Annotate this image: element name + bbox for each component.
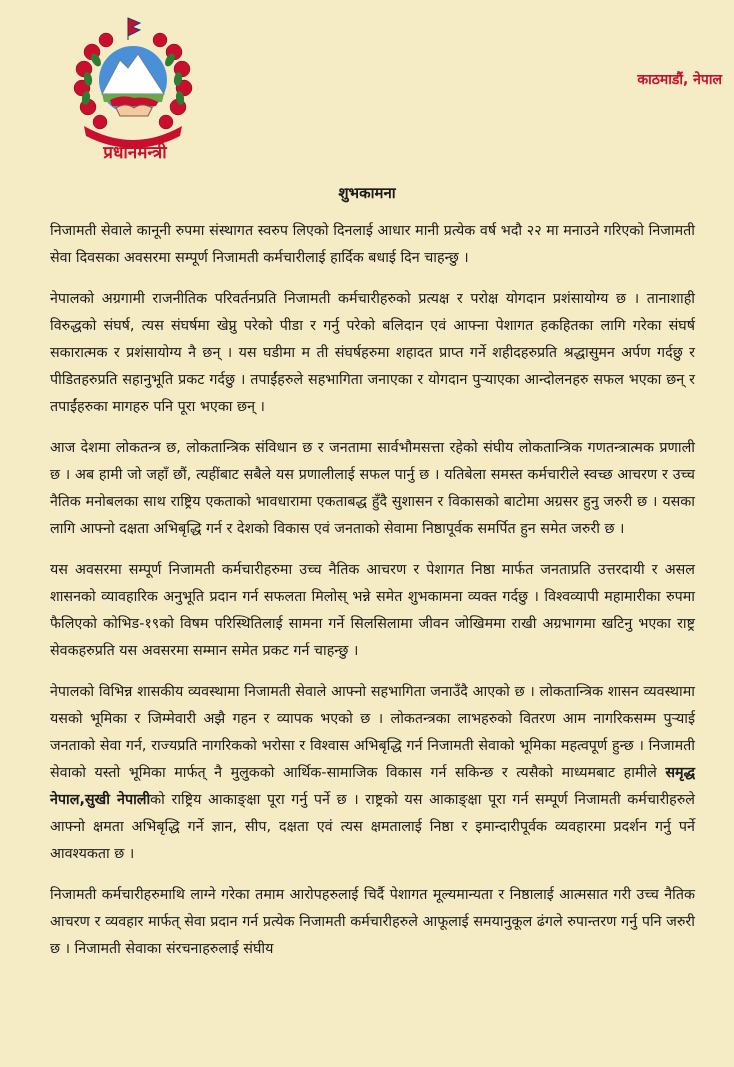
paragraph-5-text-before: नेपालको विभिन्न शासकीय व्यवस्थामा निजामती सेवाले आफ्नो सहभागिता जनाउँदै आएको छ । लोकतान्त्रिक शासन व्यवस्थामा यसको भूमिका र जिम्मेवारी अझै गहन र व्यापक भएको छ । लोकतन्त्रका लाभहरुको वितरण आम नागरिकसम्म पुऱ्याई जनताको सेवा गर्न, राज्यप्रति नागरिकको भरोसा र विश्वास अभिबृद्धि गर्न निजामती सेवाको भूमिका महत्वपूर्ण हुन्छ । निजामती सेवाको यस्तो भूमिका मार्फत् नै मुलुकको आर्थिक-सामाजिक विकास गर्न सकिन्छ र त्यसैको माध्यमबाट हामीले — [50, 684, 695, 781]
paragraph-6: निजामती कर्मचारीहरुमाथि लाग्ने गरेका तमाम आरोपहरुलाई चिर्दै पेशागत मूल्यमान्यता र निष्ठालाई आत्मसात गरी उच्च नैतिक आचरण र व्यवहार मार्फत् सेवा प्रदान गर्न प्रत्येक निजामती कर्मचारीहरुले आफूलाई समयानुकूल ढंगले रुपान्तरण गर्नु पनि जरुरी छ । निजामती सेवाका संरचनाहरुलाई संघीय — [50, 887, 695, 957]
paragraph-2: नेपालको अग्रगामी राजनीतिक परिवर्तनप्रति निजामती कर्मचारीहरुको प्रत्यक्ष र परोक्ष योगदान प्रशंसायोग्य छ । तानाशाही विरुद्धको संघर्ष, त्यस संघर्षमा खेप्नु परेको पीडा र गर्नु परेको बलिदान एवं आफ्ना पेशागत हकहितका लागि गरेका संघर्ष सकारात्मक र प्रशंसायोग्य नै छन् । यस घडीमा म ती संघर्षहरुमा शहादत प्राप्त गर्ने शहीदहरुप्रति श्रद्धासुमन अर्पण गर्दछु र पीडितहरुप्रति सहानुभूति प्रकट गर्दछु । तपाईंहरुले सहभागिता जनाएका र योगदान पुऱ्याएका आन्दोलनहरु सफल भएका छन् र तपाईंहरुका मागहरु पनि पूरा भएका छन् । — [50, 291, 695, 415]
letter-title: शुभकामना — [338, 184, 396, 202]
office-title: प्रधानमन्त्री — [103, 143, 167, 163]
paragraph-4: यस अवसरमा सम्पूर्ण निजामती कर्मचारीहरुमा उच्च नैतिक आचरण र पेशागत निष्ठा मार्फत जनताप्रति उत्तरदायी र असल शासनको व्यावहारिक अनुभूति प्रदान गर्न सफलता मिलोस् भन्ने समेत शुभकामना व्यक्त गर्दछु । विश्वव्यापी महामारीका रुपमा फैलिएको कोभिड-१९को विषम परिस्थितिलाई सामना गर्ने सिलसिलामा जीवन जोखिममा राखी अग्रभागमा खटिनु भएका राष्ट्र सेवकहरुप्रति यस अवसरमा सम्मान समेत प्रकट गर्न चाहन्छु । — [50, 562, 695, 659]
paragraph-5-bold-phrase: समृद्ध नेपाल,सुखी नेपाली — [50, 765, 695, 808]
paragraph-3: आज देशमा लोकतन्त्र छ, लोकतान्त्रिक संविधान छ र जनतामा सार्वभौमसत्ता रहेको संघीय लोकतान्त्रिक गणतन्त्रात्मक प्रणाली छ । अब हामी जो जहाँ छौं, त्यहींबाट सबैले यस प्रणालीलाई सफल पार्नु छ । यतिबेला समस्त कर्मचारीले स्वच्छ आचरण र उच्च नैतिक मनोबलका साथ राष्ट्रिय एकताको भावधारामा एकताबद्ध हुँदै सुशासन र विकासको बाटोमा अग्रसर हुनु जरुरी छ । यसका लागि आफ्नो दक्षता अभिबृद्धि गर्न र देशको विकास एवं जनताको सेवामा निष्ठापूर्वक समर्पित हुन समेत जरुरी छ । — [50, 440, 695, 537]
paragraph-5 — [50, 679, 695, 868]
paragraph-1: निजामती सेवाले कानूनी रुपमा संस्थागत स्वरुप लिएको दिनलाई आधार मानी प्रत्येक वर्ष भदौ २२ मा मनाउने गरिएको निजामती सेवा दिवसका अवसरमा सम्पूर्ण निजामती कर्मचारीलाई हार्दिक बधाई दिन चाहन्छु । — [50, 223, 695, 266]
letter-body — [50, 218, 695, 977]
paragraph-5-text-after: को राष्ट्रिय आकाङ्क्षा पूरा गर्नु पर्ने छ । राष्ट्रको यस आकाङ्क्षा पूरा गर्न सम्पूर्ण निजामती कर्मचारीहरुले आफ्नो क्षमता अभिबृद्धि गर्ने ज्ञान, सीप, दक्षता एवं त्यस क्षमतालाई निष्ठा र इमान्दारीपूर्वक व्यवहारमा प्रदर्शन गर्नु पर्ने आवश्यकता छ । — [50, 792, 696, 862]
nepal-emblem-icon — [62, 14, 204, 156]
location-label: काठमाडौं, नेपाल — [637, 72, 722, 88]
